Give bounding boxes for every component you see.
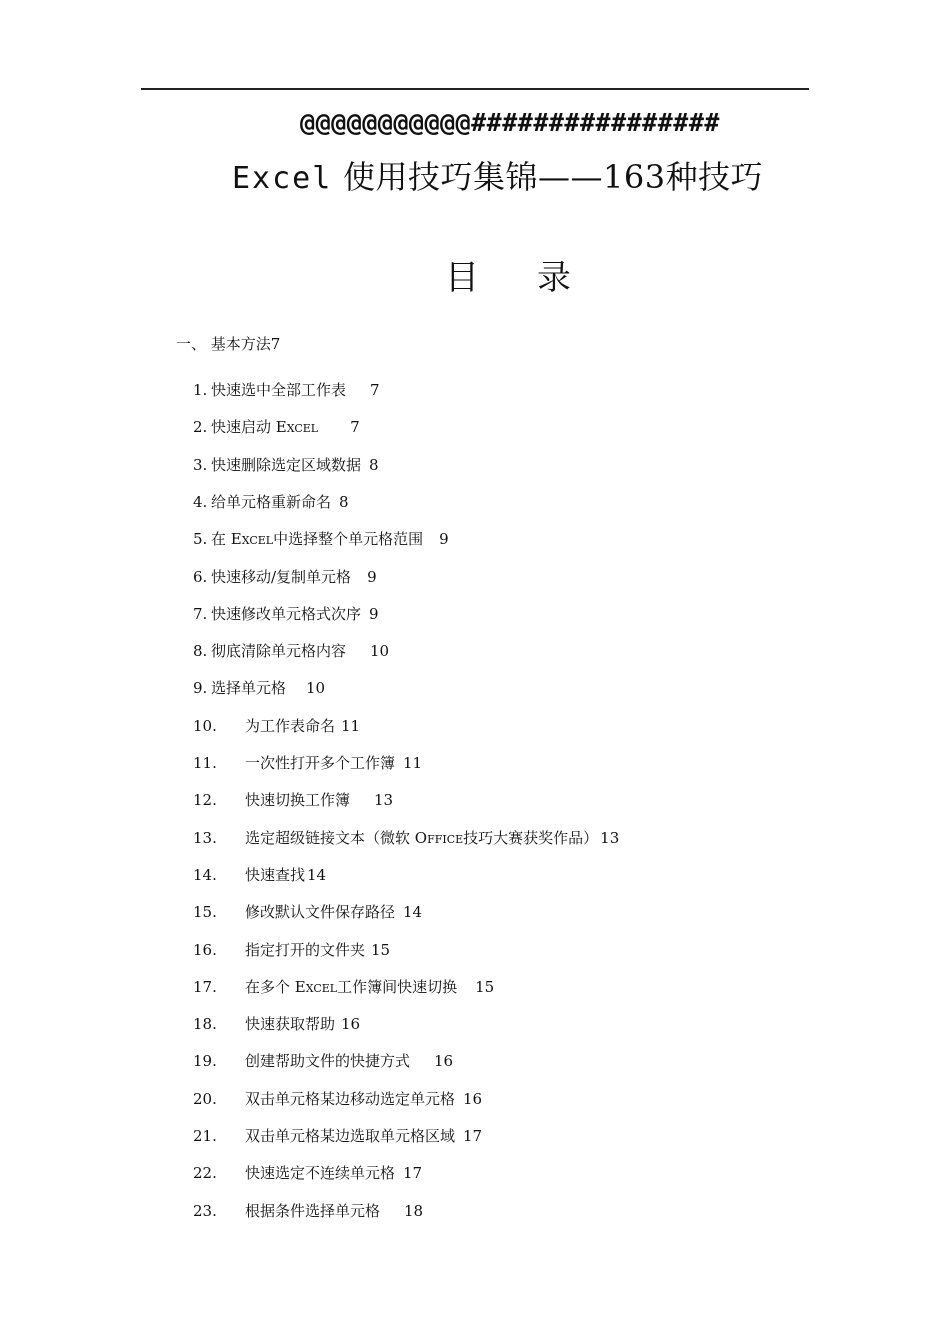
toc-entry-title: 一次性打开多个工作簿 11 <box>245 754 423 772</box>
toc-entry[interactable] <box>0 751 950 775</box>
toc-entry-title: 快速获取帮助 16 <box>245 1015 361 1034</box>
toc-entry[interactable] <box>0 1124 950 1148</box>
toc-entry-title: 给单元格重新命名 8 <box>211 492 349 511</box>
toc-entry-title: 选择单元格 10 <box>211 679 326 698</box>
toc-entry-page: 11 <box>403 754 423 772</box>
toc-entry-number: 6. <box>193 567 208 586</box>
header-hash-line: @@@@@@@@@@@################ <box>300 108 720 137</box>
toc-entry[interactable] <box>0 527 950 551</box>
toc-entry-page: 16 <box>341 1015 361 1034</box>
toc-entry-page: 15 <box>475 977 495 996</box>
toc-entry-title: 快速选中全部工作表 7 <box>211 381 380 399</box>
toc-entry-page: 13 <box>374 791 394 810</box>
toc-entry-page: 7 <box>370 381 380 399</box>
toc-entry[interactable] <box>0 826 950 850</box>
header-rule <box>141 88 809 90</box>
toc-entry-number: 9. <box>193 679 208 698</box>
toc-entry-title: 在 EXCEL中选择整个单元格范围 9 <box>211 530 449 549</box>
title-rest: 使用技巧集锦——163种技巧 <box>342 158 764 196</box>
toc-entry-page: 13 <box>600 828 620 847</box>
toc-entry-title: 快速移动/复制单元格 9 <box>211 567 377 586</box>
title-latin: Excel <box>232 161 333 196</box>
toc-entry-page: 17 <box>403 1164 423 1183</box>
toc-entry-title: 快速修改单元格式次序 9 <box>211 604 379 623</box>
toc-entry-number: 16. <box>193 940 217 959</box>
toc-entry-number: 1. <box>193 381 208 399</box>
toc-entry-number: 23. <box>193 1201 217 1220</box>
toc-entry-number: 19. <box>193 1052 217 1071</box>
toc-entry-number: 2. <box>193 418 208 437</box>
toc-entry-page: 9 <box>367 567 377 586</box>
toc-entry-page: 7 <box>350 418 360 437</box>
toc-entry-number: 5. <box>193 530 208 549</box>
toc-entry-page: 11 <box>341 716 361 735</box>
toc-entry[interactable] <box>0 602 950 626</box>
toc-entry[interactable] <box>0 415 950 439</box>
toc-entry-title: 快速选定不连续单元格 17 <box>245 1164 423 1183</box>
toc-entry-title: 快速启动 EXCEL 7 <box>211 418 360 437</box>
toc-entry[interactable] <box>0 863 950 887</box>
toc-entry-page: 9 <box>369 604 379 623</box>
toc-entry[interactable] <box>0 1199 950 1223</box>
toc-entry-number: 22. <box>193 1164 217 1183</box>
toc-entry[interactable] <box>0 938 950 962</box>
toc-entry[interactable] <box>0 490 950 514</box>
toc-entry-title: 快速切换工作簿 13 <box>245 791 394 810</box>
toc-entry-title: 根据条件选择单元格 18 <box>245 1201 424 1220</box>
toc-entry[interactable] <box>0 1049 950 1073</box>
toc-entry[interactable] <box>0 1161 950 1185</box>
toc-heading <box>0 250 950 299</box>
toc-entry[interactable] <box>0 1087 950 1111</box>
toc-entry-number: 21. <box>193 1127 217 1145</box>
toc-entry-number: 3. <box>193 455 208 474</box>
toc-entry-number: 12. <box>193 791 217 810</box>
toc-entry[interactable] <box>0 900 950 924</box>
toc-entry-title: 彻底清除单元格内容 10 <box>211 642 390 661</box>
toc-entry[interactable] <box>0 453 950 477</box>
document-title <box>232 152 763 198</box>
toc-entry-title: 快速查找 14 <box>245 865 327 884</box>
toc-entry[interactable] <box>0 676 950 700</box>
toc-entry[interactable] <box>0 378 950 402</box>
toc-entry-page: 9 <box>439 530 449 549</box>
section-label: 一、 基本方法 <box>176 335 271 353</box>
toc-entry-number: 17. <box>193 977 217 996</box>
toc-entry-page: 14 <box>307 865 327 884</box>
toc-entry-page: 17 <box>463 1127 483 1145</box>
toc-entry-number: 13. <box>193 828 217 847</box>
toc-entry[interactable] <box>0 639 950 663</box>
toc-section-basic-methods[interactable] <box>176 333 280 354</box>
toc-entry-number: 11. <box>193 754 217 772</box>
toc-entry-number: 15. <box>193 903 217 922</box>
toc-entry-page: 10 <box>370 642 390 661</box>
toc-entry-title: 在多个 EXCEL工作簿间快速切换 15 <box>245 977 495 996</box>
toc-entry-number: 10. <box>193 716 217 735</box>
toc-entry[interactable] <box>0 975 950 999</box>
toc-entry-page: 15 <box>371 940 391 959</box>
toc-entry-page: 14 <box>403 903 423 922</box>
toc-entry-number: 7. <box>193 604 208 623</box>
toc-entry-title: 修改默认文件保存路径 14 <box>245 903 423 922</box>
toc-entry-page: 8 <box>369 455 379 474</box>
toc-entry-number: 14. <box>193 865 217 884</box>
toc-entry-number: 20. <box>193 1089 217 1108</box>
toc-entry-title: 为工作表命名 11 <box>245 716 361 735</box>
toc-entry-title: 创建帮助文件的快捷方式 16 <box>245 1052 454 1071</box>
toc-entry-page: 10 <box>306 679 326 698</box>
toc-entry-title: 双击单元格某边选取单元格区域 17 <box>245 1127 483 1145</box>
toc-entry-title: 选定超级链接文本（微软 OFFICE技巧大赛获奖作品） 13 <box>245 828 620 847</box>
toc-entry[interactable] <box>0 714 950 738</box>
toc-entry-page: 16 <box>434 1052 454 1071</box>
toc-entry-page: 8 <box>339 492 349 511</box>
section-page: 7 <box>270 335 281 353</box>
toc-entry-number: 4. <box>193 492 208 511</box>
toc-entry-title: 指定打开的文件夹 15 <box>245 940 391 959</box>
toc-entry[interactable] <box>0 788 950 812</box>
toc-entry-page: 16 <box>463 1089 483 1108</box>
toc-heading-char2: 录 <box>537 258 571 298</box>
toc-entry-number: 18. <box>193 1015 217 1034</box>
toc-entry[interactable] <box>0 1012 950 1036</box>
toc-entry-page: 18 <box>404 1201 424 1220</box>
toc-heading-char1: 目 <box>445 258 479 298</box>
toc-entry[interactable] <box>0 565 950 589</box>
toc-entry-number: 8. <box>193 642 208 661</box>
toc-entry-title: 双击单元格某边移动选定单元格 16 <box>245 1089 483 1108</box>
toc-entry-title: 快速删除选定区域数据 8 <box>211 455 379 474</box>
